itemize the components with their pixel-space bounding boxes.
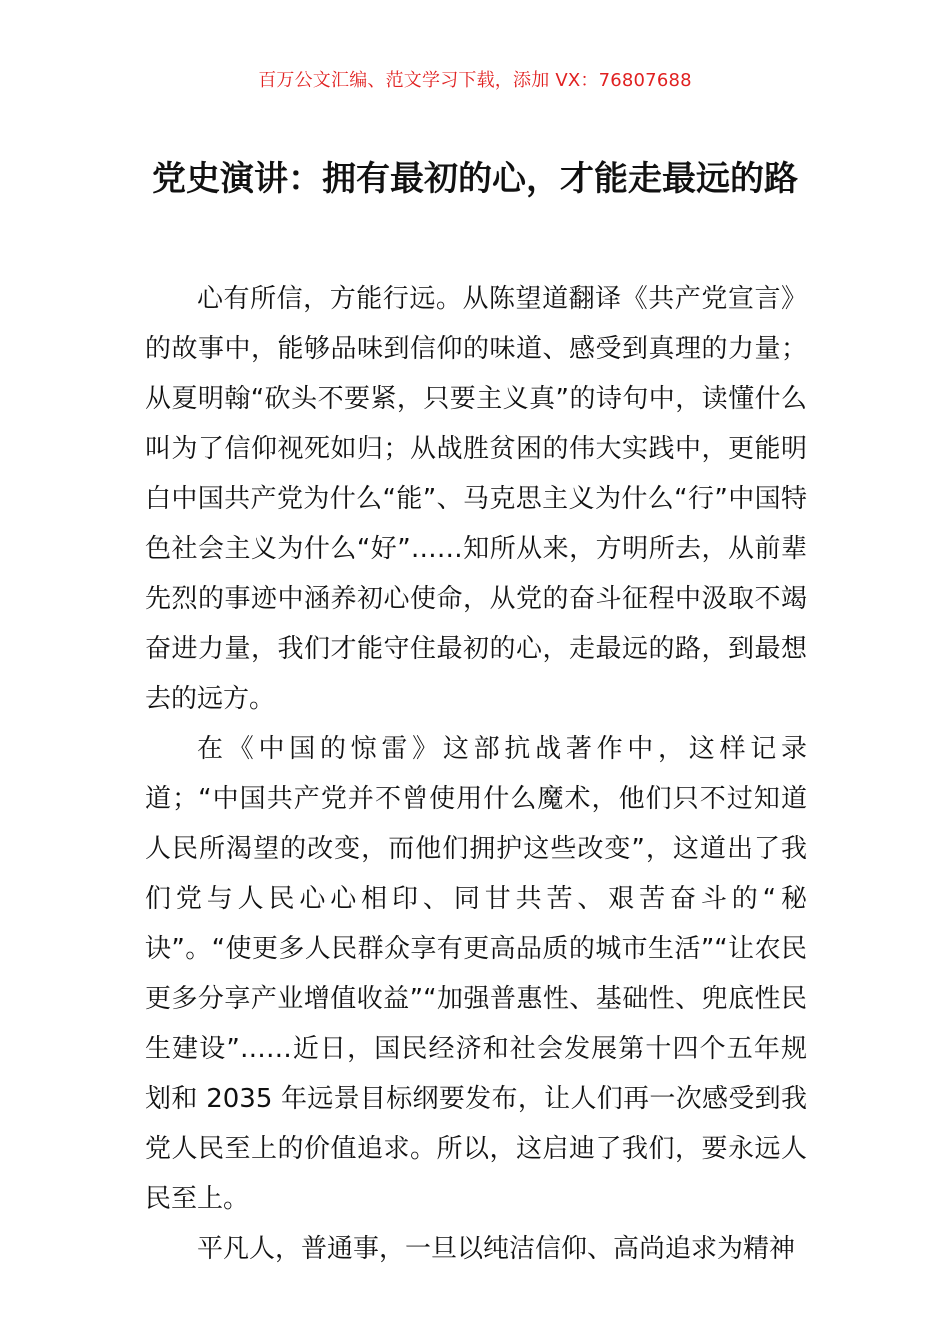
paragraph: 心有所信，方能行远。从陈望道翻译《共产党宣言》的故事中，能够品味到信仰的味道、感受到真理的力量；从夏明翰“砍头不要紧，只要主义真”的诗句中，读懂什么叫为了信仰视死如归；从战胜贫困的伟大实践中，更能明白中国共产党为什么“能”、马克思主义为什么“行”中国特色社会主义为什么“好”……知所从来，方明所去，从前辈先烈的事迹中涵养初心使命，从党的奋斗征程中汲取不竭奋进力量，我们才能守住最初的心，走最远的路，到最想去的远方。 — [145, 284, 807, 714]
document-body — [145, 274, 807, 1274]
paragraph: 平凡人，普通事，一旦以纯洁信仰、高尚追求为精神 — [197, 1234, 796, 1264]
header-note: 百万公文汇编、范文学习下载，添加 VX：76807688 — [258, 70, 692, 91]
paragraph: 在《中国的惊雷》这部抗战著作中，这样记录道；“中国共产党并不曾使用什么魔术，他们只不过知道人民所渴望的改变，而他们拥护这些改变”，这道出了我们党与人民心心相印、同甘共苦、艰苦奋斗的“秘诀”。“使更多人民群众享有更高品质的城市生活”“让农民更多分享产业增值收益”“加强普惠性、基础性、兜底性民生建设”……近日，国民经济和社会发展第十四个五年规划和 2035 年远景目标纲要发布，让人们再一次感受到我党人民至上的价值追求。所以，这启迪了我们，要永远人民至上。 — [145, 734, 807, 1214]
document-title: 党史演讲：拥有最初的心，才能走最远的路 — [152, 159, 798, 199]
